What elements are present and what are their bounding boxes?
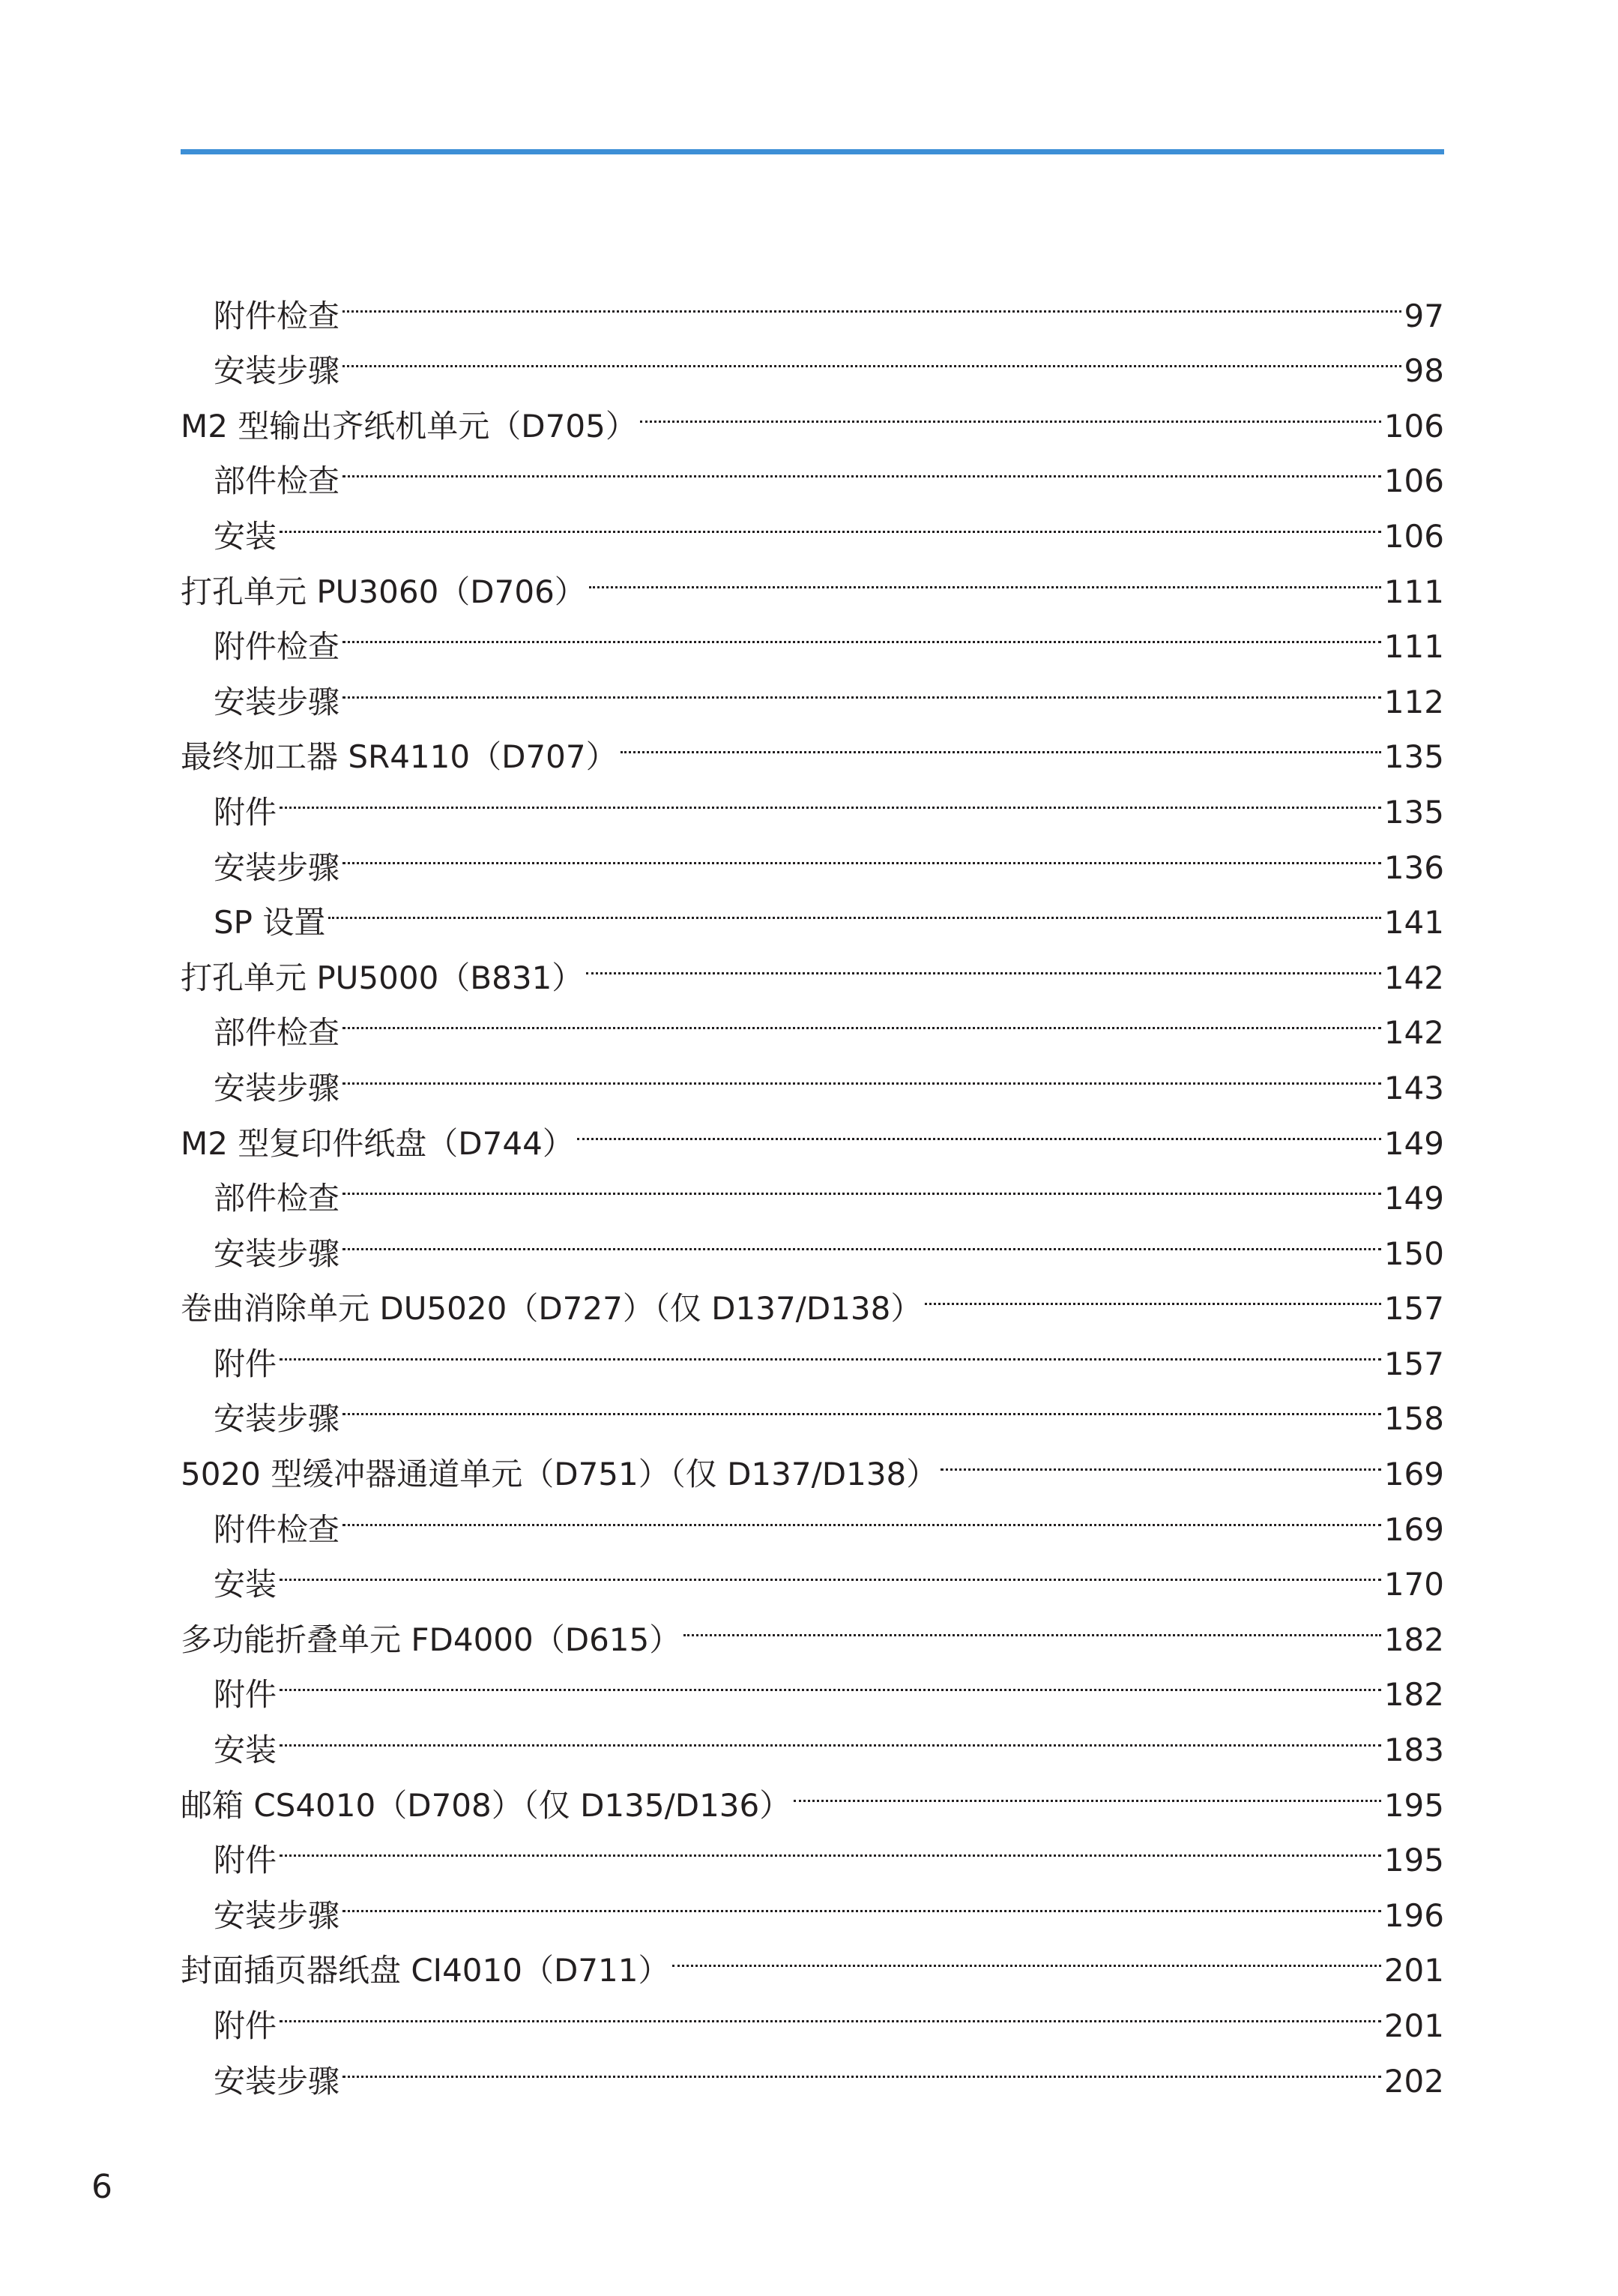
toc-entry-title: 安装步骤 <box>214 2062 340 2100</box>
toc-dot-leader <box>280 492 1381 547</box>
toc-dot-leader <box>586 933 1381 989</box>
toc-entry-title: 安装 <box>214 1732 277 1769</box>
toc-entry-page: 143 <box>1383 1069 1444 1106</box>
toc-entry[interactable] <box>181 1981 1444 2044</box>
toc-entry-title: 附件 <box>214 1676 277 1714</box>
toc-entry[interactable] <box>181 271 1444 334</box>
toc-section-title: M2 型输出齐纸机单元（D705） <box>181 407 637 445</box>
toc-dot-leader <box>342 327 1401 382</box>
page-number: 6 <box>91 2168 112 2206</box>
toc-entry-title: 部件检查 <box>214 1180 340 1217</box>
toc-entry[interactable] <box>181 1375 1444 1438</box>
toc-dot-leader <box>794 1761 1381 1816</box>
toc-entry[interactable] <box>181 989 1444 1052</box>
toc-section-title: M2 型复印件纸盘（D744） <box>181 1124 574 1162</box>
toc-section-page: 135 <box>1383 738 1444 776</box>
toc-entry-title: 安装 <box>214 517 277 555</box>
toc-dot-leader <box>941 1429 1381 1485</box>
toc-entry-title: 附件 <box>214 793 277 831</box>
toc-section-title: 多功能折叠单元 FD4000（D615） <box>181 1621 681 1658</box>
toc-section[interactable] <box>181 1761 1444 1824</box>
toc-section-page: 142 <box>1383 959 1444 996</box>
toc-entry[interactable] <box>181 327 1444 390</box>
toc-entry-title: 安装步骤 <box>214 1896 340 1934</box>
toc-section-page: 182 <box>1383 1621 1444 1658</box>
toc-section-page: 201 <box>1383 1952 1444 1989</box>
toc-section[interactable] <box>181 1926 1444 1989</box>
toc-entry-page: 170 <box>1383 1566 1444 1603</box>
toc-entry-title: 附件 <box>214 1345 277 1382</box>
toc-entry-title: 附件 <box>214 2007 277 2044</box>
toc-entry[interactable] <box>181 1705 1444 1769</box>
toc-entry-page: 183 <box>1383 1732 1444 1769</box>
toc-entry[interactable] <box>181 437 1444 500</box>
toc-section[interactable] <box>181 547 1444 610</box>
toc-entry-page: 158 <box>1383 1400 1444 1438</box>
toc-entry-page: 149 <box>1383 1180 1444 1217</box>
toc-dot-leader <box>342 603 1381 658</box>
toc-section-page: 157 <box>1383 1290 1444 1328</box>
toc-dot-leader <box>280 1319 1381 1375</box>
toc-entry-title: 安装步骤 <box>214 1069 340 1106</box>
toc-entry-page: 106 <box>1383 462 1444 500</box>
toc-dot-leader <box>342 657 1381 713</box>
toc-entry-page: 112 <box>1383 683 1444 720</box>
toc-dot-leader <box>621 713 1381 768</box>
toc-section-page: 149 <box>1383 1124 1444 1162</box>
toc-entry[interactable] <box>181 1319 1444 1382</box>
toc-entry-page: 135 <box>1383 793 1444 831</box>
toc-dot-leader <box>342 437 1381 492</box>
toc-entry-title: 附件检查 <box>214 297 340 334</box>
toc-entry[interactable] <box>181 1154 1444 1217</box>
toc-dot-leader <box>328 879 1380 934</box>
toc-section-title: 邮箱 CS4010（D708）（仅 D135/D136） <box>181 1786 791 1824</box>
toc-entry-page: 142 <box>1383 1014 1444 1052</box>
toc-dot-leader <box>342 1485 1381 1540</box>
toc-dot-leader <box>342 1154 1381 1210</box>
toc-entry[interactable] <box>181 879 1444 941</box>
toc-entry-page: 98 <box>1404 352 1444 390</box>
toc-entry-title: 安装步骤 <box>214 1235 340 1272</box>
toc-section-page: 195 <box>1383 1786 1444 1824</box>
toc-entry-page: 196 <box>1383 1896 1444 1934</box>
toc-entry-title: 附件 <box>214 1842 277 1879</box>
toc-entry[interactable] <box>181 2037 1444 2100</box>
toc-dot-leader <box>280 1705 1381 1761</box>
toc-entry-title: 安装步骤 <box>214 352 340 390</box>
toc-entry-title: 安装步骤 <box>214 1400 340 1438</box>
toc-dot-leader <box>342 989 1381 1044</box>
toc-dot-leader <box>342 1209 1381 1265</box>
toc-dot-leader <box>280 1816 1381 1872</box>
toc-entry[interactable] <box>181 1651 1444 1714</box>
toc-entry-page: 195 <box>1383 1842 1444 1879</box>
toc-dot-leader <box>280 768 1381 823</box>
toc-section[interactable] <box>181 713 1444 776</box>
toc-entry-title: SP 设置 <box>214 904 326 941</box>
toc-entry-page: 150 <box>1383 1235 1444 1272</box>
toc-section[interactable] <box>181 1429 1444 1493</box>
toc-entry[interactable] <box>181 603 1444 666</box>
toc-entry-page: 157 <box>1383 1345 1444 1382</box>
toc-section-title: 打孔单元 PU3060（D706） <box>181 573 586 610</box>
toc-entry-title: 附件检查 <box>214 1510 340 1548</box>
toc-dot-leader <box>342 1043 1381 1099</box>
toc-dot-leader <box>672 1926 1380 1982</box>
toc-section-page: 111 <box>1383 573 1444 610</box>
toc-entry-page: 106 <box>1383 517 1444 555</box>
toc-entry[interactable] <box>181 492 1444 555</box>
toc-entry[interactable] <box>181 1540 1444 1603</box>
toc-dot-leader <box>342 271 1401 327</box>
toc-entry[interactable] <box>181 1485 1444 1548</box>
toc-dot-leader <box>683 1595 1381 1651</box>
toc-entry-title: 部件检查 <box>214 462 340 500</box>
toc-dot-leader <box>342 1871 1381 1926</box>
toc-entry[interactable] <box>181 1816 1444 1879</box>
toc-dot-leader <box>640 382 1381 437</box>
toc-section[interactable] <box>181 1595 1444 1658</box>
toc-dot-leader <box>280 1981 1381 2037</box>
toc-dot-leader <box>342 1375 1381 1430</box>
toc-entry-page: 201 <box>1383 2007 1444 2044</box>
toc-entry-title: 安装步骤 <box>214 683 340 720</box>
toc-entry-page: 111 <box>1383 628 1444 666</box>
toc-dot-leader <box>577 1099 1381 1154</box>
toc-entry-title: 部件检查 <box>214 1014 340 1052</box>
table-of-contents <box>181 271 1444 2100</box>
toc-entry-page: 169 <box>1383 1510 1444 1548</box>
header-rule <box>181 149 1444 154</box>
toc-entry-page: 141 <box>1383 904 1444 941</box>
toc-section[interactable] <box>181 1265 1444 1328</box>
toc-entry-title: 安装步骤 <box>214 849 340 886</box>
toc-entry-title: 附件检查 <box>214 628 340 666</box>
toc-entry[interactable] <box>181 823 1444 886</box>
toc-section-title: 封面插页器纸盘 CI4010（D711） <box>181 1952 670 1989</box>
toc-dot-leader <box>925 1265 1380 1320</box>
toc-entry[interactable] <box>181 1043 1444 1106</box>
toc-section[interactable] <box>181 382 1444 445</box>
toc-entry-page: 182 <box>1383 1676 1444 1714</box>
toc-section-title: 打孔单元 PU5000（B831） <box>181 959 584 996</box>
toc-entry-page: 136 <box>1383 849 1444 886</box>
toc-entry-page: 202 <box>1383 2062 1444 2100</box>
toc-section-title: 卷曲消除单元 DU5020（D727）（仅 D137/D138） <box>181 1290 923 1328</box>
toc-dot-leader <box>280 1540 1381 1596</box>
toc-dot-leader <box>342 823 1381 879</box>
toc-section[interactable] <box>181 1099 1444 1162</box>
toc-section-page: 106 <box>1383 407 1444 445</box>
toc-entry[interactable] <box>181 1209 1444 1272</box>
toc-dot-leader <box>280 1651 1381 1706</box>
toc-entry-page: 97 <box>1404 297 1444 334</box>
toc-section-page: 169 <box>1383 1456 1444 1493</box>
toc-dot-leader <box>589 547 1381 603</box>
toc-section-title: 最终加工器 SR4110（D707） <box>181 738 618 776</box>
toc-dot-leader <box>342 2037 1381 2092</box>
toc-entry[interactable] <box>181 768 1444 831</box>
toc-entry[interactable] <box>181 1871 1444 1934</box>
toc-entry[interactable] <box>181 657 1444 720</box>
toc-section-title: 5020 型缓冲器通道单元（D751）（仅 D137/D138） <box>181 1456 938 1493</box>
toc-entry-title: 安装 <box>214 1566 277 1603</box>
toc-section[interactable] <box>181 933 1444 996</box>
